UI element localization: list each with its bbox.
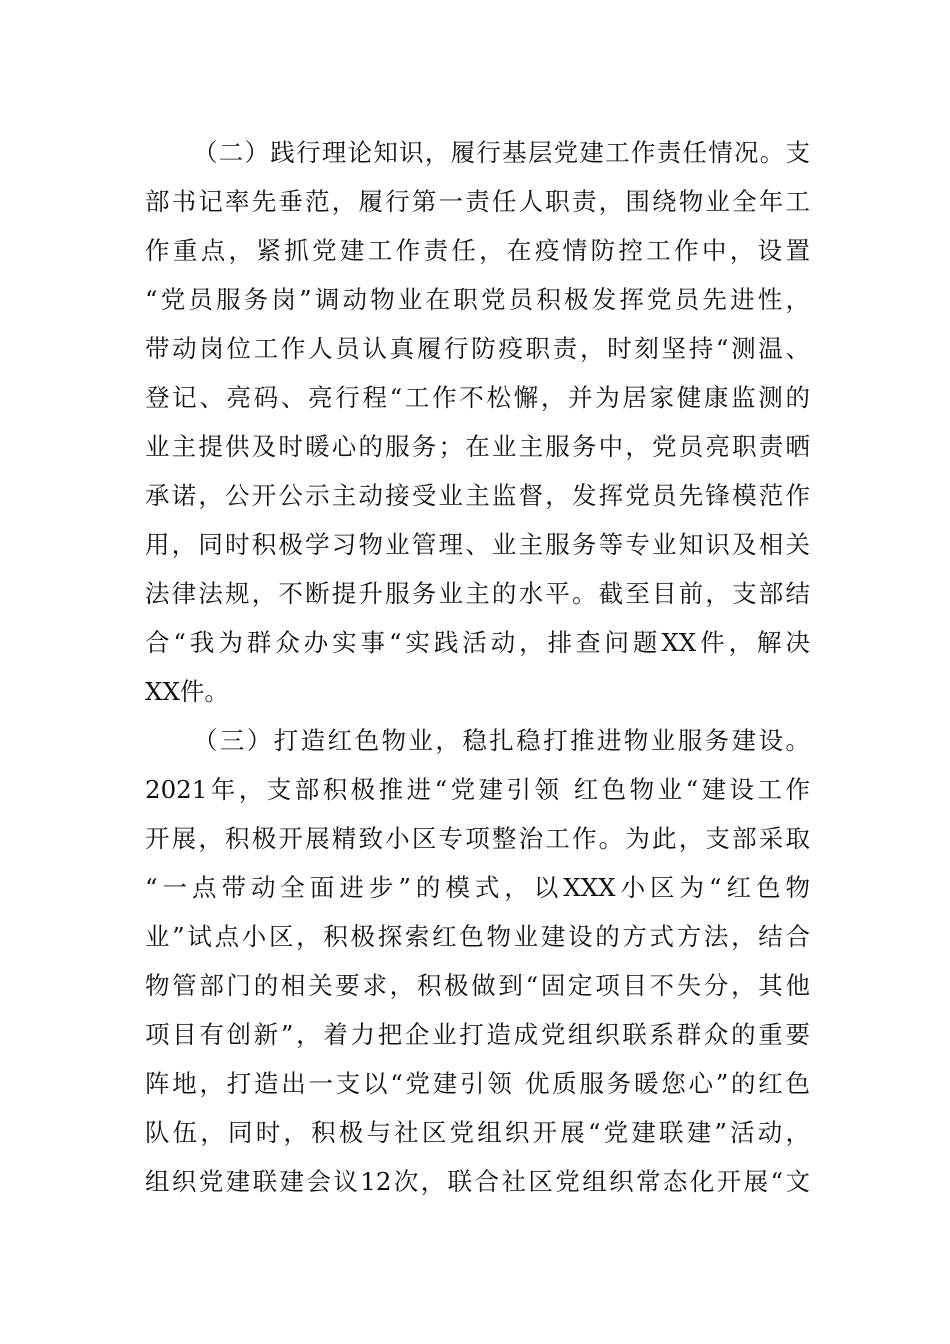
paragraph-line: 队伍，同时，积极与社区党组织开展“党建联建”活动，: [145, 1118, 810, 1147]
paragraph-line: “党员服务岗”调动物业在职党员积极发挥党员先进性，: [145, 285, 810, 314]
paragraph-line: 用，同时积极学习物业管理、业主服务等专业知识及相关: [145, 530, 810, 559]
paragraph-line: 合“我为群众办实事“实践活动，排查问题XX件，解决: [145, 628, 810, 657]
paragraph-line: 2021年，支部积极推进“党建引领 红色物业“建设工作: [145, 775, 810, 804]
paragraph-line: （三）打造红色物业，稳扎稳打推进物业服务建设。: [193, 726, 810, 755]
paragraph-line: 业主提供及时暖心的服务；在业主服务中，党员亮职责晒: [145, 432, 810, 461]
paragraph-line: “一点带动全面进步”的模式，以XXX小区为“红色物: [145, 873, 810, 902]
paragraph-line: （二）践行理论知识，履行基层党建工作责任情况。支: [193, 138, 810, 167]
paragraph-red-property: [145, 716, 810, 1206]
paragraph-line: 承诺，公开公示主动接受业主监督，发挥党员先锋模范作: [145, 481, 810, 510]
paragraph-line: 部书记率先垂范，履行第一责任人职责，围绕物业全年工: [145, 187, 810, 216]
paragraph-line: 作重点，紧抓党建工作责任，在疫情防控工作中，设置: [145, 236, 810, 265]
paragraph-line: XX件。: [145, 677, 229, 706]
paragraph-line: 物管部门的相关要求，积极做到“固定项目不失分，其他: [145, 971, 810, 1000]
paragraph-line: 阵地，打造出一支以“党建引领 优质服务暖您心”的红色: [145, 1069, 810, 1098]
paragraph-line: 开展，积极开展精致小区专项整治工作。为此，支部采取: [145, 824, 810, 853]
paragraph-practice-theory: [145, 128, 810, 716]
document-body: [145, 128, 810, 1206]
paragraph-line: 业”试点小区，积极探索红色物业建设的方式方法，结合: [145, 922, 810, 951]
paragraph-line: 法律法规，不断提升服务业主的水平。截至目前，支部结: [145, 579, 810, 608]
paragraph-line: 带动岗位工作人员认真履行防疫职责，时刻坚持“测温、: [145, 334, 810, 363]
paragraph-line: 登记、亮码、亮行程“工作不松懈，并为居家健康监测的: [145, 383, 810, 412]
paragraph-line: 组织党建联建会议12次，联合社区党组织常态化开展“文: [145, 1167, 810, 1196]
paragraph-line: 项目有创新”，着力把企业打造成党组织联系群众的重要: [145, 1020, 810, 1049]
